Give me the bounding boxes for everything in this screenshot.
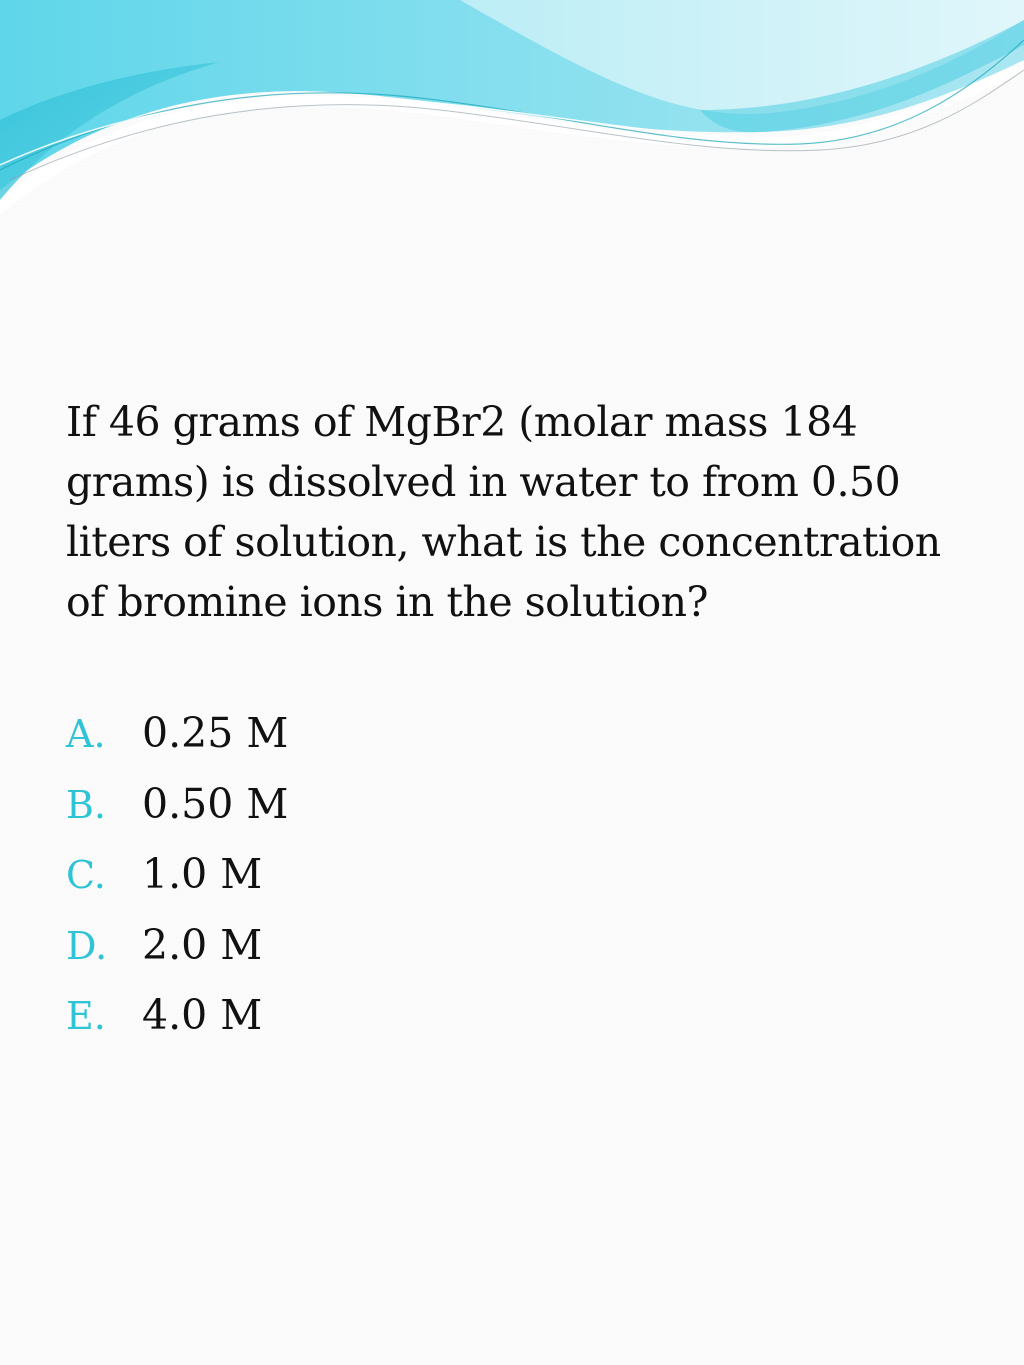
option-text: 0.25 M [142,709,289,757]
answer-option-a [66,700,666,771]
answer-option-d [66,912,666,983]
option-letter: A. [66,712,106,756]
answer-option-e [66,982,666,1053]
question-text: If 46 grams of MgBr2 (molar mass 184 grams) is dissolved in water to from 0.50 liters of solution, what is the concentration of bromine ions in the solution? [66,398,941,626]
option-text: 0.50 M [142,779,289,828]
option-text: 4.0 M [142,991,263,1039]
option-text: 2.0 M [142,920,263,969]
answer-option-b [66,771,666,842]
option-letter: D. [66,923,108,968]
option-letter: E. [66,994,106,1038]
option-letter: C. [66,853,106,897]
option-text: 1.0 M [142,850,263,898]
option-letter: B. [66,782,107,827]
answer-option-c [66,841,666,912]
header-wave-decoration [0,0,1024,220]
answer-options-list [66,700,666,1053]
